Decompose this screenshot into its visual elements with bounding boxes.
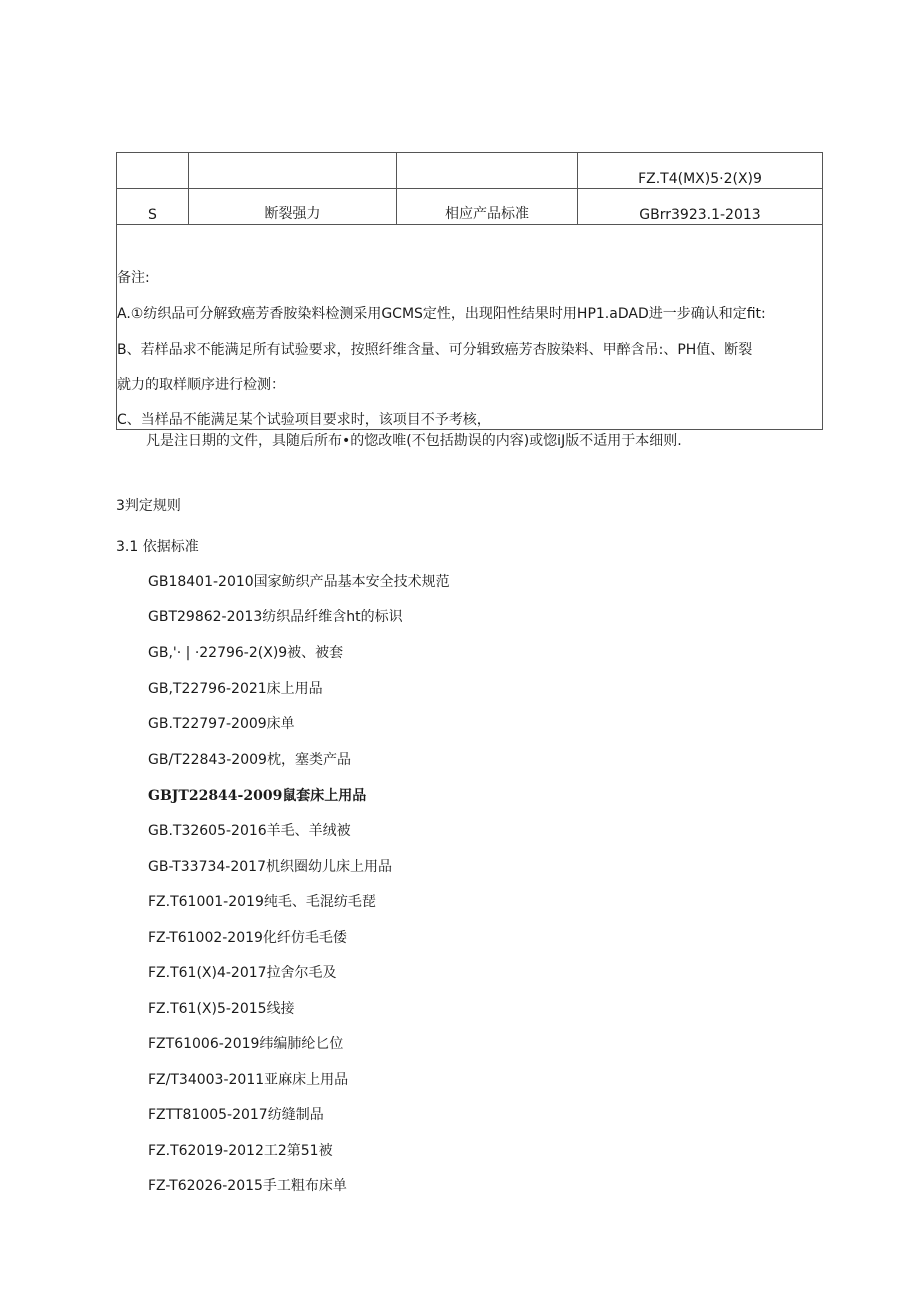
standard-item: GB.T32605-2016羊毛、羊绒被 xyxy=(148,823,351,839)
notes-label: 备注: xyxy=(117,270,150,286)
criteria-table xyxy=(116,152,823,430)
standard-item: GB/T22843-2009枕，塞类产品 xyxy=(148,752,351,768)
subsection-heading: 3.1 依据标准 xyxy=(116,539,199,555)
table-cell xyxy=(117,153,189,189)
standard-item: GB,'· | ·22796-2(X)9被、被套 xyxy=(148,645,344,661)
table-cell-requirement: 相应产品标准 xyxy=(397,189,578,225)
standard-item: GB-T33734-2017机织圈幼儿床上用品 xyxy=(148,859,392,875)
note-c: C、当样品不能满足某个试验项目要求时，该项目不予考核， xyxy=(117,412,491,428)
standard-item: FZ.T61(X)5-2015线接 xyxy=(148,1001,295,1017)
notes-row xyxy=(117,225,823,430)
standard-item: FZ-T61002-2019化纤仿毛毛倭 xyxy=(148,930,347,946)
table-row xyxy=(117,189,823,225)
table-cell-standard: GBrr3923.1-2013 xyxy=(578,189,823,225)
table-cell xyxy=(397,153,578,189)
standard-item: GB18401-2010国家鲂织产品基本安全技术规范 xyxy=(148,574,450,590)
standard-item: FZ-T62026-2015手工粗布床单 xyxy=(148,1178,347,1194)
standard-item: FZTT81005-2017纺缝制品 xyxy=(148,1107,324,1123)
footnote: 凡是注日期的文件，具随后所布•的惚改唯(不包括勘误的内容)或惚iJ版不适用于本细则. xyxy=(146,433,682,449)
standard-item: FZT61006-2019纬编肺纶匕位 xyxy=(148,1036,344,1052)
table-cell-standard: FZ.T4(MX)5·2(X)9 xyxy=(578,153,823,189)
standard-item: GB.T22797-2009床单 xyxy=(148,716,295,732)
standard-item: FZ.T62019-2012工2第51被 xyxy=(148,1143,333,1159)
notes-cell xyxy=(117,225,823,430)
table-cell xyxy=(189,153,397,189)
standard-item: GBT29862-2013纺织品纤维含ht的标识 xyxy=(148,609,403,625)
note-b: B、若样品求不能满足所有试验要求，按照纤维含量、可分辑致癌芳杏胺染料、甲醉含吊:、PH值、断裂 xyxy=(117,342,753,358)
standard-item: GB,T22796-2021床上用品 xyxy=(148,681,323,697)
standard-item: FZ.T61(X)4-2017拉舍尔毛及 xyxy=(148,965,337,981)
standard-item: GBJT22844-2009鼠套床上用品 xyxy=(148,788,367,804)
standard-item: FZ/T34003-2011亚麻床上用品 xyxy=(148,1072,349,1088)
note-a: A.①纺织品可分解致癌芳香胺染料检测采用GCMS定性，出现阳性结果时用HP1.aDAD进一步确认和定fit: xyxy=(117,306,766,322)
note-b-cont: 就力的取样顺序进行检测： xyxy=(117,377,285,393)
section-heading: 3判定规则 xyxy=(116,498,181,514)
table-cell-item: 断裂强力 xyxy=(189,189,397,225)
standard-item: FZ.T61001-2019纯毛、毛混纺毛琵 xyxy=(148,894,376,910)
table-cell-index: S xyxy=(117,189,189,225)
table-row xyxy=(117,153,823,189)
